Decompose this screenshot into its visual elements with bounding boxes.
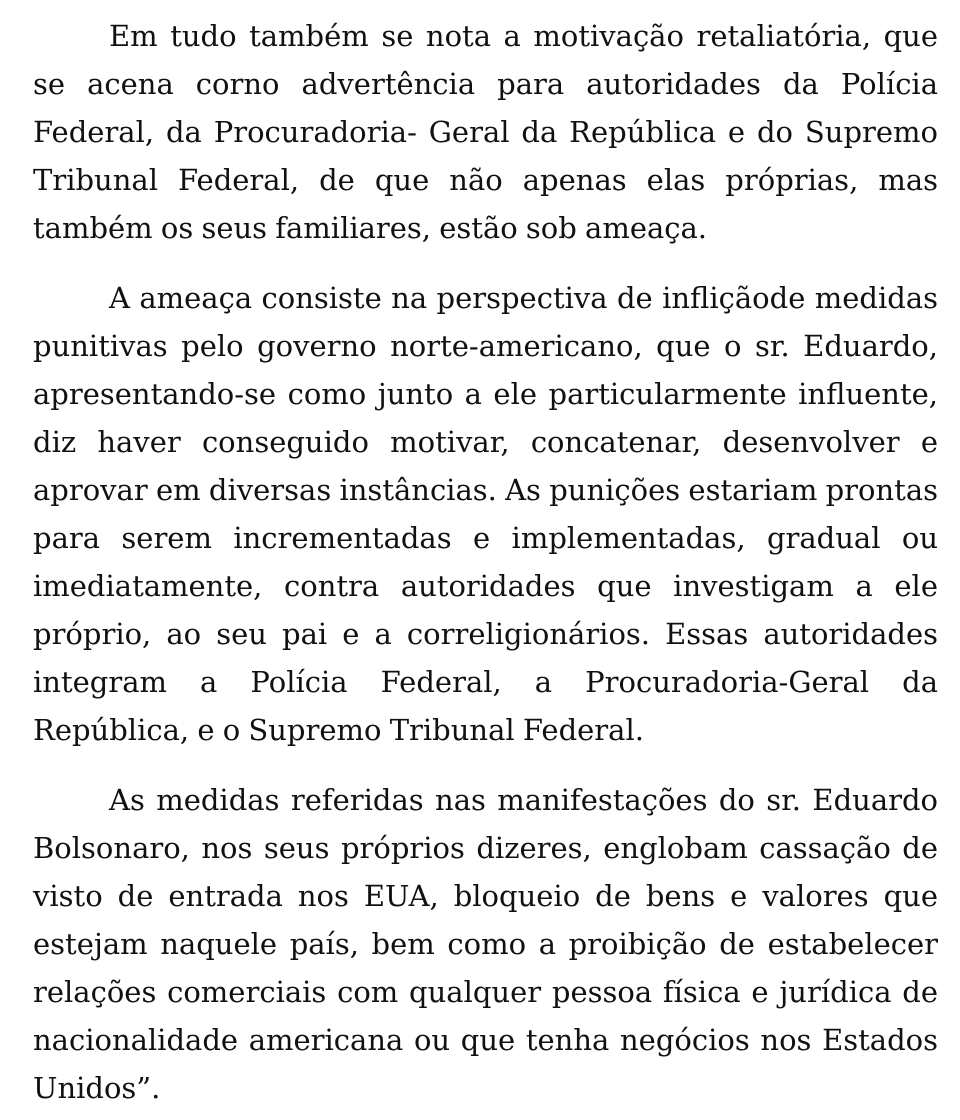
paragraph-retaliation: Em tudo também se nota a motivação retaliatória, que se acena corno advertência para autoridades da Polícia Federal, da Procuradoria- Geral da República e do Supremo Tribunal Federal, de que não apenas elas próprias, mas também os seus familiares, estão sob ameaça. (33, 19, 938, 245)
paragraph-measures: As medidas referidas nas manifestações do sr. Eduardo Bolsonaro, nos seus próprios dizeres, englobam cassação de visto de entrada nos EUA, bloqueio de bens e valores que estejam naquele país, bem como a proibição de estabelecer relações comerciais com qualquer pessoa física e jurídica de nacionalidade americana ou que tenha negócios nos Estados Unidos”. (33, 783, 938, 1105)
paragraph-threat: A ameaça consiste na perspectiva de infliçãode medidas punitivas pelo governo norte-americano, que o sr. Eduardo, apresentando-se como junto a ele particularmente influente, diz haver conseguido motivar, concatenar, desenvolver e aprovar em diversas instâncias. As punições estariam prontas para serem incrementadas e implementadas, gradual ou imediatamente, contra autoridades que investigam a ele próprio, ao seu pai e a correligionários. Essas autoridades integram a Polícia Federal, a Procuradoria-Geral da República, e o Supremo Tribunal Federal. (33, 281, 938, 747)
